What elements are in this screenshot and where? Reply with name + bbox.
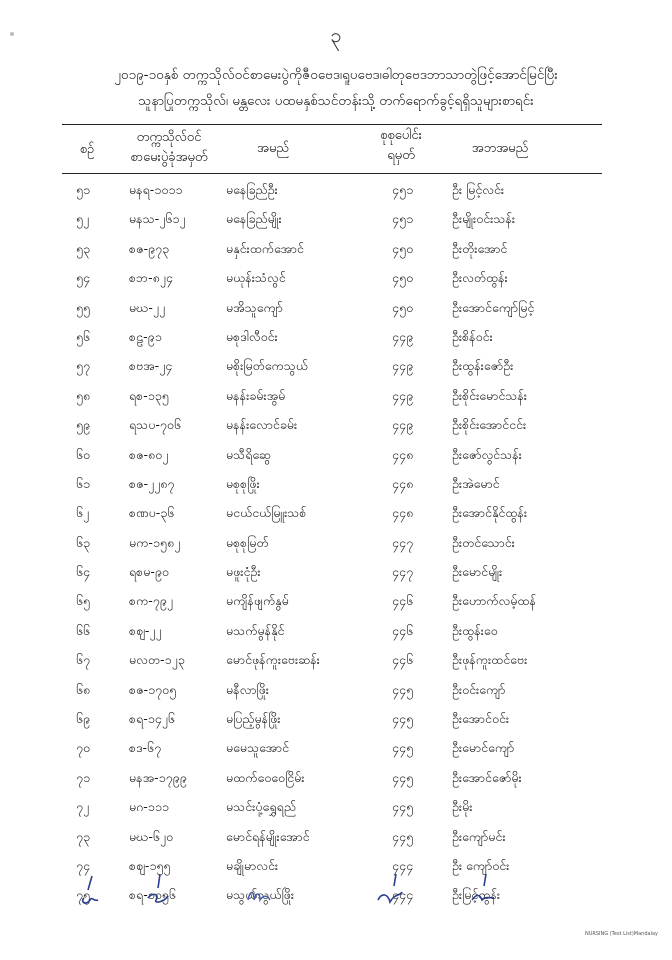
cell-total-marks: ၄၄၅ <box>392 740 414 756</box>
cell-serial: ၆၄ <box>76 564 91 580</box>
cell-total-marks: ၄၄၉ <box>392 328 414 344</box>
cell-total-marks: ၄၄၈ <box>392 475 414 491</box>
cell-total-marks: ၄၄၈ <box>392 505 414 521</box>
title-line-1: ၂၀၁၉-၁၀နှစ် တက္ကသိုလ်ဝင်စာမေးပွဲကိုဇီဝဗေဒ၊ရူပဗေဒ၊ဓါတုဗေဒဘာသာတွဲဖြင့်အောင်မြင်ပြီး <box>114 67 558 83</box>
cell-roll-number: ရစ-၁၃၅ <box>129 387 169 403</box>
table-body <box>0 176 672 911</box>
cell-name: မနေခြည်ဦး <box>226 182 278 197</box>
cell-total-marks: ၄၄၆ <box>392 652 414 668</box>
cell-serial: ၅၁ <box>76 182 91 197</box>
cell-father-name: ဦးကျော်မင်း <box>452 828 506 844</box>
table-row <box>0 529 672 558</box>
header-roll-number <box>110 128 228 168</box>
cell-total-marks: ၄၄၅ <box>392 711 414 727</box>
cell-name: မနီလာဖြိုး <box>226 681 269 697</box>
cell-total-marks: ၄၄၅ <box>392 828 414 844</box>
cell-father-name: ဦးမျိုးဝင်းသန်း <box>452 211 516 227</box>
cell-father-name: ဦးအဲမောင် <box>452 475 500 491</box>
cell-father-name: ဦးအောင်ဝင်း <box>452 711 510 727</box>
cell-name: မနှင်းထက်အောင် <box>226 240 304 256</box>
cell-total-marks: ၄၄၇ <box>392 564 414 580</box>
cell-serial: ၅၅ <box>76 299 91 315</box>
cell-father-name: ဦးထွန်းဇော်ဦး <box>452 358 514 374</box>
cell-name: မစိုးမြတ်ကေသွယ် <box>226 358 308 374</box>
table-row <box>0 823 672 852</box>
cell-roll-number: စဇ-၁၇၀၅ <box>129 681 177 697</box>
cell-father-name: ဦးမောင်မျိုး <box>452 564 503 580</box>
cell-roll-number: ရစမ-၉၀ <box>129 564 169 580</box>
table-row <box>0 382 672 411</box>
cell-total-marks: ၄၄၄ <box>392 887 414 903</box>
cell-serial: ၆၂ <box>76 505 90 521</box>
cell-serial: ၆၁ <box>76 475 91 491</box>
cell-roll-number: စဘ-၈၂၄ <box>129 270 173 286</box>
cell-roll-number: မဂ-၁၁၁ <box>129 799 169 815</box>
cell-total-marks: ၄၄၆ <box>392 622 414 638</box>
cell-serial: ၅၄ <box>76 270 91 286</box>
table-row <box>0 176 672 205</box>
cell-name: မပြည့်မွန်ဖြိုး <box>226 711 281 727</box>
cell-serial: ၅၆ <box>76 328 91 344</box>
cell-name: မသင်းပုံ့ရွှေရည် <box>226 799 296 815</box>
cell-roll-number: မနအ-၁၇၉၉ <box>129 769 187 785</box>
cell-total-marks: ၄၄၉ <box>392 387 414 403</box>
cell-serial: ၆၃ <box>76 534 91 550</box>
table-row <box>0 294 672 323</box>
table-row <box>0 676 672 705</box>
cell-roll-number: မလတ-၁၂၃ <box>129 652 185 668</box>
cell-roll-number: စဈ-၂၂ <box>129 622 162 638</box>
cell-name: မအိသူကျော် <box>226 299 283 315</box>
cell-roll-number: မနရ-၁၀၁၁ <box>129 182 183 197</box>
table-row <box>0 441 672 470</box>
table-row <box>0 352 672 381</box>
cell-serial: ၅၈ <box>76 387 91 403</box>
cell-total-marks: ၄၄၇ <box>392 534 414 550</box>
table-row <box>0 558 672 587</box>
cell-serial: ၇၁ <box>76 769 91 785</box>
cell-name: မစုစုဖြိုး <box>226 475 260 491</box>
table-row <box>0 235 672 264</box>
signature-2 <box>138 872 178 908</box>
signature-1 <box>70 872 110 908</box>
cell-total-marks: ၄၄၈ <box>392 446 414 462</box>
cell-name: မောင်ဖုန်ကူးဗေးဆန်း <box>226 652 320 668</box>
cell-roll-number: စဇ-၈၀၂ <box>129 446 169 462</box>
cell-father-name: ဦးအောင်ကျော်မြင့် <box>452 299 535 315</box>
cell-father-name: ဦးစိန်ဝင်း <box>452 328 493 344</box>
table-row <box>0 264 672 293</box>
cell-serial: ၆၉ <box>76 711 91 727</box>
cell-total-marks: ၄၅၀ <box>392 240 414 256</box>
cell-father-name: ဦးမိုး <box>452 799 473 815</box>
cell-roll-number: စဠ-၉၁ <box>129 328 162 344</box>
cell-total-marks: ၄၅၀ <box>392 299 414 315</box>
table-row <box>0 411 672 440</box>
header-marks-line-1: စုစုပေါင်း <box>380 128 422 143</box>
cell-total-marks: ၄၄၆ <box>392 593 414 609</box>
cell-father-name: ဦးမြင့်ထွန်း <box>452 887 501 903</box>
table-top-rule <box>62 124 602 125</box>
cell-roll-number: မက-၁၅၈၂ <box>129 534 181 550</box>
cell-father-name: ဦးဟောက်လမ့်ထန် <box>452 593 536 609</box>
cell-name: မသက်မွန်နိုင် <box>226 622 285 638</box>
header-marks-line-2: ရမှတ် <box>387 148 415 163</box>
cell-roll-number: စဒ-၆၇ <box>129 740 162 756</box>
cell-roll-number: မဃ-၆၂၀ <box>129 828 174 844</box>
footer-note: NURSING (Test List)Mandalay <box>584 931 658 937</box>
signature-5 <box>464 872 504 908</box>
cell-total-marks: ၄၅၁ <box>392 182 414 197</box>
cell-father-name: ဦးဝင်းကျော် <box>452 681 506 697</box>
header-roll-line-2: စာမေးပွဲခုံအမှတ် <box>130 150 208 165</box>
cell-name: မနန်းခမ်းအွမ် <box>226 387 286 403</box>
cell-serial: ၆၅ <box>76 593 91 609</box>
cell-total-marks: ၄၄၉ <box>392 417 414 433</box>
cell-serial: ၅၇ <box>76 358 91 374</box>
cell-name: မဖူးငုံဦး <box>226 564 261 580</box>
cell-name: မချိုမာလင်း <box>226 857 279 873</box>
page-number: ၃ <box>330 23 342 47</box>
header-serial: စဉ် <box>79 142 95 157</box>
header-name: အမည် <box>257 141 289 156</box>
cell-serial: ၆၆ <box>76 622 91 638</box>
cell-father-name: ဦးစိုင်းမောင်သန်း <box>452 387 527 403</box>
table-row <box>0 470 672 499</box>
cell-name: မထက်ဝေဝေငြိမ်း <box>226 769 305 785</box>
cell-roll-number: ရသပ-၇၀၆ <box>129 417 181 433</box>
table-row <box>0 205 672 234</box>
table-row <box>0 734 672 763</box>
cell-roll-number: မဃ-၂၂ <box>129 299 166 315</box>
cell-father-name: ဦးလတ်ထွန်း <box>452 270 508 286</box>
cell-father-name: ဦးထွန်းဝေ <box>452 622 498 638</box>
cell-total-marks: ၄၅၀ <box>392 270 414 286</box>
cell-total-marks: ၄၄၉ <box>392 358 414 374</box>
cell-serial: ၇၃ <box>76 828 91 844</box>
cell-roll-number: စရ-၁၀၅၆ <box>129 887 176 903</box>
cell-roll-number: စဇ-၂၂၈၇ <box>129 475 175 491</box>
cell-roll-number: စဈ-၁၅၅ <box>129 857 171 873</box>
table-row <box>0 499 672 528</box>
cell-father-name: ဦးတိုးအောင် <box>452 240 508 256</box>
cell-name: မနေခြည်မျိုး <box>226 211 282 227</box>
cell-name: မသွယ်သွယ်ဖြိုး <box>226 887 294 903</box>
cell-serial: ၆၀ <box>76 446 91 462</box>
cell-serial: ၇၀ <box>76 740 91 756</box>
cell-name: မစုစုမြတ် <box>226 534 269 550</box>
cell-name: မမေသူအောင် <box>226 740 290 756</box>
cell-father-name: ဦးဇော်လွင်သန်း <box>452 446 522 462</box>
cell-roll-number: မနသ-၂၆၁၂ <box>129 211 186 227</box>
cell-serial: ၇၅ <box>76 887 91 903</box>
cell-serial: ၆၇ <box>76 652 91 668</box>
cell-father-name: ဦးအောင်နိုင်ထွန်း <box>452 505 528 521</box>
cell-serial: ၅၃ <box>76 240 91 256</box>
cell-serial: ၆၈ <box>76 681 91 697</box>
header-roll-line-1: တက္ကသိုလ်ဝင် <box>136 130 202 145</box>
cell-total-marks: ၄၄၄ <box>392 857 414 873</box>
cell-father-name: ဦးစိုင်းအောင်ငင်း <box>452 417 527 433</box>
signature-3 <box>240 872 280 908</box>
cell-total-marks: ၄၄၅ <box>392 681 414 697</box>
table-row <box>0 587 672 616</box>
table-header-rule <box>62 173 602 174</box>
cell-roll-number: စဇ-၉၇၃ <box>129 240 170 256</box>
cell-father-name: ဦးအောင်ဇော်မိုး <box>452 769 522 785</box>
cell-serial: ၅၉ <box>76 417 91 433</box>
cell-serial: ၇၄ <box>76 857 91 873</box>
cell-roll-number: စဗအ-၂၄ <box>129 358 173 374</box>
cell-roll-number: စရ-၁၄၂၆ <box>129 711 175 727</box>
cell-father-name: ဦး မြင့်လင်း <box>452 182 505 197</box>
table-row <box>0 793 672 822</box>
title-line-2: သူနာပြုတက္ကသိုလ်၊ မန္တလေး ပထမနှစ်သင်တန်းသို့ တက်ရောက်ခွင့်ရရှိသူများစာရင်း <box>138 93 534 109</box>
cell-father-name: ဦးမောင်ကျော် <box>452 740 515 756</box>
header-total-marks <box>362 126 440 166</box>
cell-serial: ၇၂ <box>76 799 90 815</box>
cell-total-marks: ၄၄၅ <box>392 799 414 815</box>
cell-name: မယုန်းသံလွင် <box>226 270 286 286</box>
table-row <box>0 646 672 675</box>
cell-name: မကျိန်ဖျက်နွမ် <box>226 593 289 609</box>
table-row <box>0 705 672 734</box>
cell-name: မနန်းလောင်ခမ်း <box>226 417 298 433</box>
cell-father-name: ဦးဖုန်ကူးထင်ဗေး <box>452 652 528 668</box>
cell-father-name: ဦးတင်သောင်း <box>452 534 515 550</box>
table-row <box>0 764 672 793</box>
cell-roll-number: စက-၇၉၂ <box>129 593 173 609</box>
table-row <box>0 617 672 646</box>
document-title <box>40 62 632 114</box>
cell-name: မောင်ရန်မျိုးအောင် <box>226 828 310 844</box>
cell-roll-number: စဏပ-၃၆ <box>129 505 175 521</box>
cell-father-name: ဦး ကျော်ဝင်း <box>452 857 510 873</box>
table-row <box>0 323 672 352</box>
cell-name: မစုဒါလီဝင်း <box>226 328 278 344</box>
cell-name: မသီရိဆွေ <box>226 446 271 462</box>
cell-total-marks: ၄၅၁ <box>392 211 414 227</box>
cell-total-marks: ၄၄၅ <box>392 769 414 785</box>
cell-name: မငယ်ငယ်မြူးသစ် <box>226 505 307 521</box>
cell-serial: ၅၂ <box>76 211 90 227</box>
signature-4 <box>372 872 412 908</box>
header-father-name: အဘအမည် <box>471 141 529 156</box>
